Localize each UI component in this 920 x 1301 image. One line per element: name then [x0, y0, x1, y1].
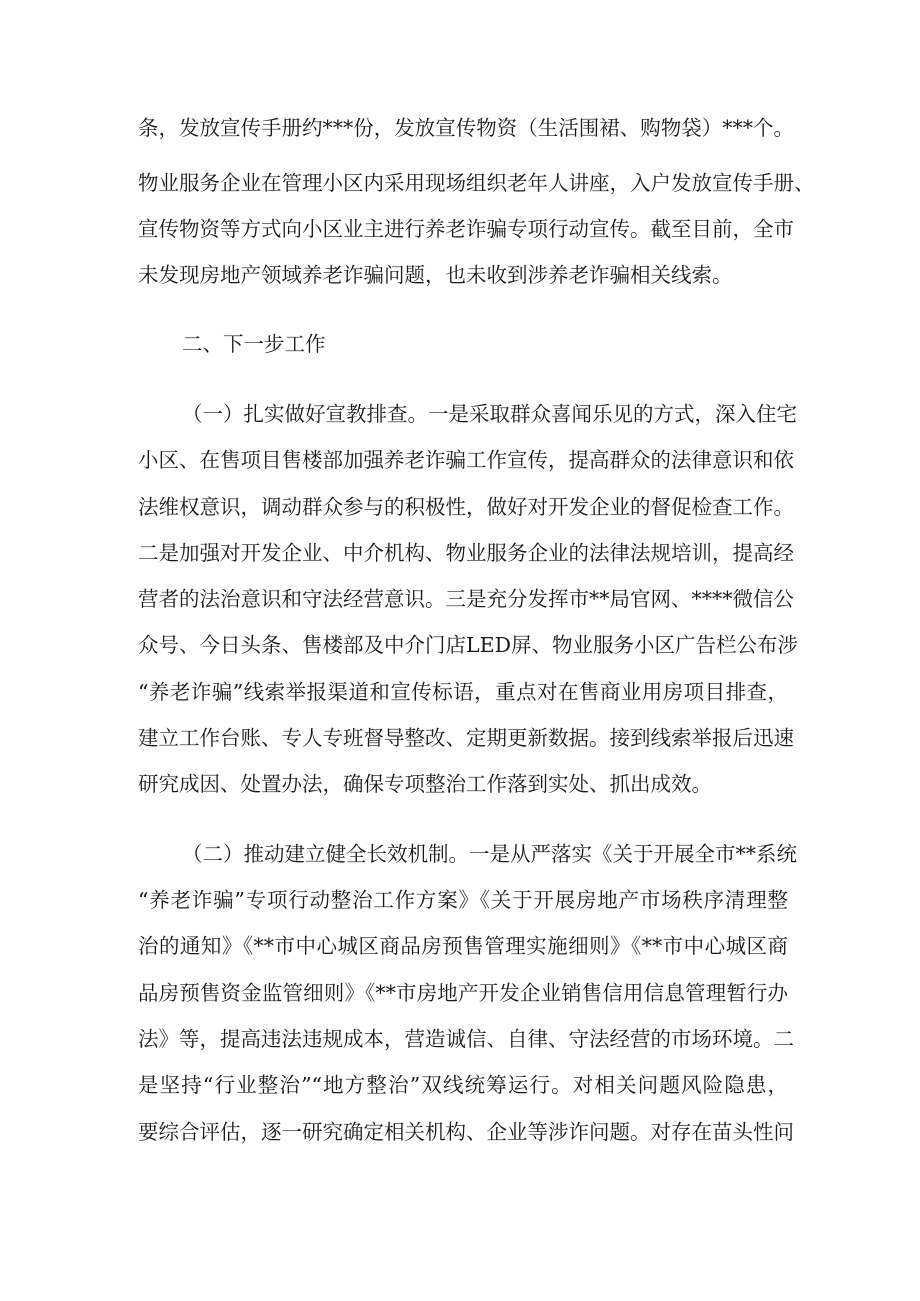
- para-two-line-7: 要综合评估，逐一研究确定相关机构、企业等涉诈问题。对存在苗头性问: [138, 1120, 794, 1144]
- para-two-line-1: （二）推动建立健全长效机制。一是从严落实《关于开展全市**系统: [182, 842, 797, 866]
- para-intro-line-2: 物业服务企业在管理小区内采用现场组织老年人讲座，入户发放宣传手册、: [138, 171, 815, 195]
- para-one-line-6: 众号、今日头条、售楼部及中介门店LED屏、物业服务小区广告栏公布涉: [138, 633, 799, 657]
- para-one-line-4: 二是加强对开发企业、中介机构、物业服务企业的法律法规培训，提高经: [138, 541, 794, 565]
- para-two-line-2: “养老诈骗”专项行动整治工作方案》《关于开展房地产市场秩序清理整: [138, 888, 788, 912]
- para-two-line-4: 品房预售资金监管细则》《**市房地产开发企业销售信用信息管理暂行办: [138, 981, 788, 1005]
- para-one-line-8: 建立工作台账、专人专班督导整改、定期更新数据。接到线索举报后迅速: [138, 726, 794, 750]
- section-heading: 二、下一步工作: [182, 332, 326, 356]
- para-one-line-9: 研究成因、处置办法，确保专项整治工作落到实处、抓出成效。: [138, 772, 712, 796]
- para-one-line-2: 小区、在售项目售楼部加强养老诈骗工作宣传，提高群众的法律意识和依: [138, 448, 794, 472]
- para-intro-line-3: 宣传物资等方式向小区业主进行养老诈骗专项行动宣传。截至目前，全市: [138, 217, 794, 241]
- para-one-line-7: “养老诈骗”线索举报渠道和宣传标语，重点对在售商业用房项目排查，: [138, 680, 788, 704]
- para-two-line-8: [138, 1156, 788, 1200]
- para-one-line-1: （一）扎实做好宣教排查。一是采取群众喜闻乐见的方式，深入住宅: [182, 402, 797, 426]
- para-intro-line-1: 条，发放宣传手册约***份，发放宣传物资（生活围裙、购物袋）***个。: [138, 116, 794, 140]
- para-two-line-6: 是坚持“行业整治”“地方整治”双线统筹运行。对相关问题风险隐患，: [138, 1073, 788, 1097]
- para-two-line-3: 治的通知》《**市中心城区商品房预售管理实施细则》《**市中心城区商: [138, 934, 788, 958]
- para-one-line-3: 法维权意识，调动群众参与的积极性，做好对开发企业的督促检查工作。: [138, 495, 794, 519]
- para-intro-line-4: 未发现房地产领域养老诈骗问题，也未收到涉养老诈骗相关线索。: [138, 263, 733, 287]
- para-two-line-5: 法》等，提高违法违规成本，营造诚信、自律、守法经营的市场环境。二: [138, 1027, 794, 1051]
- para-one-line-5: 营者的法治意识和守法经营意识。三是充分发挥市**局官网、****微信公: [138, 587, 794, 611]
